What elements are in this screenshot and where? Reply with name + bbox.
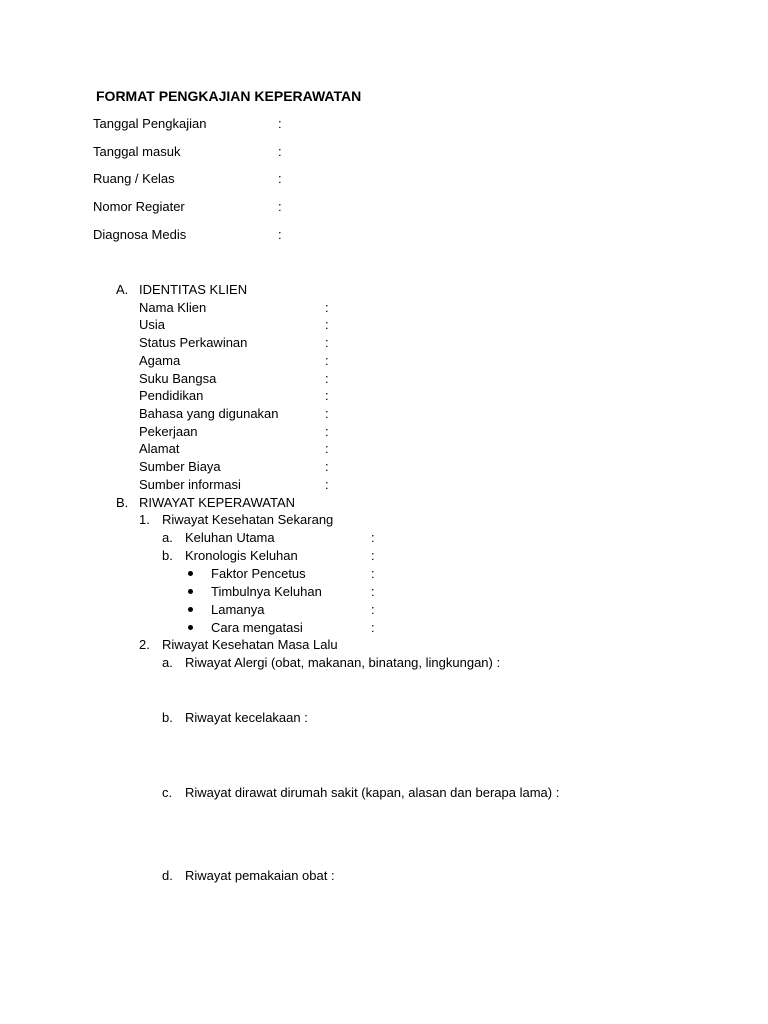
- field-colon: :: [325, 406, 329, 421]
- bullet-icon: [188, 571, 193, 576]
- field-colon: :: [325, 477, 329, 492]
- field-label: Nama Klien: [139, 300, 207, 315]
- field-colon: :: [325, 441, 329, 456]
- field-label: Sumber Biaya: [139, 459, 221, 474]
- sub-item-label: Riwayat dirawat dirumah sakit (kapan, alasan dan berapa lama) :: [185, 785, 560, 800]
- sub-item-marker: c.: [162, 785, 173, 800]
- field-colon: :: [371, 548, 375, 563]
- field-colon: :: [325, 424, 329, 439]
- page-title: FORMAT PENGKAJIAN KEPERAWATAN: [96, 88, 362, 104]
- sub-item-label: Riwayat Alergi (obat, makanan, binatang, lingkungan) :: [185, 655, 501, 670]
- field-label: Pendidikan: [139, 388, 204, 403]
- sub-item-label: Kronologis Keluhan: [185, 548, 298, 563]
- field-label: Bahasa yang digunakan: [139, 406, 279, 421]
- header-field-colon: :: [278, 227, 282, 242]
- field-label: Status Perkawinan: [139, 335, 248, 350]
- header-field-label: Ruang / Kelas: [93, 171, 175, 186]
- header-field-label: Diagnosa Medis: [93, 227, 187, 242]
- field-colon: :: [325, 300, 329, 315]
- field-label: Alamat: [139, 441, 180, 456]
- bullet-icon: [188, 607, 193, 612]
- field-colon: :: [325, 335, 329, 350]
- sub-item-label: Keluhan Utama: [185, 530, 275, 545]
- list-item-label: Riwayat Kesehatan Masa Lalu: [162, 637, 338, 652]
- field-colon: :: [325, 353, 329, 368]
- list-number: 2.: [139, 637, 150, 652]
- header-field-label: Tanggal masuk: [93, 144, 181, 159]
- section-marker: B.: [116, 495, 129, 510]
- list-number: 1.: [139, 512, 150, 527]
- field-colon: :: [371, 566, 375, 581]
- bullet-icon: [188, 589, 193, 594]
- sub-item-marker: a.: [162, 655, 173, 670]
- sub-item-marker: b.: [162, 710, 173, 725]
- sub-item-marker: b.: [162, 548, 173, 563]
- header-field-colon: :: [278, 171, 282, 186]
- field-label: Agama: [139, 353, 181, 368]
- field-colon: :: [325, 317, 329, 332]
- field-label: Sumber informasi: [139, 477, 241, 492]
- section-heading: IDENTITAS KLIEN: [139, 282, 248, 297]
- field-colon: :: [371, 620, 375, 635]
- bullet-icon: [188, 625, 193, 630]
- bullet-item-label: Lamanya: [211, 602, 265, 617]
- field-colon: :: [325, 371, 329, 386]
- bullet-item-label: Faktor Pencetus: [211, 566, 306, 581]
- header-field-colon: :: [278, 199, 282, 214]
- list-item-label: Riwayat Kesehatan Sekarang: [162, 512, 334, 527]
- field-colon: :: [325, 459, 329, 474]
- section-heading: RIWAYAT KEPERAWATAN: [139, 495, 296, 510]
- header-field-label: Tanggal Pengkajian: [93, 116, 207, 131]
- section-marker: A.: [116, 282, 129, 297]
- field-label: Pekerjaan: [139, 424, 198, 439]
- header-field-colon: :: [278, 144, 282, 159]
- bullet-item-label: Cara mengatasi: [211, 620, 303, 635]
- field-label: Usia: [139, 317, 166, 332]
- field-colon: :: [371, 602, 375, 617]
- field-colon: :: [371, 584, 375, 599]
- header-field-label: Nomor Regiater: [93, 199, 185, 214]
- sub-item-marker: a.: [162, 530, 173, 545]
- field-colon: :: [325, 388, 329, 403]
- field-label: Suku Bangsa: [139, 371, 217, 386]
- field-colon: :: [371, 530, 375, 545]
- header-field-colon: :: [278, 116, 282, 131]
- sub-item-label: Riwayat pemakaian obat :: [185, 868, 335, 883]
- bullet-item-label: Timbulnya Keluhan: [211, 584, 322, 599]
- sub-item-marker: d.: [162, 868, 173, 883]
- sub-item-label: Riwayat kecelakaan :: [185, 710, 308, 725]
